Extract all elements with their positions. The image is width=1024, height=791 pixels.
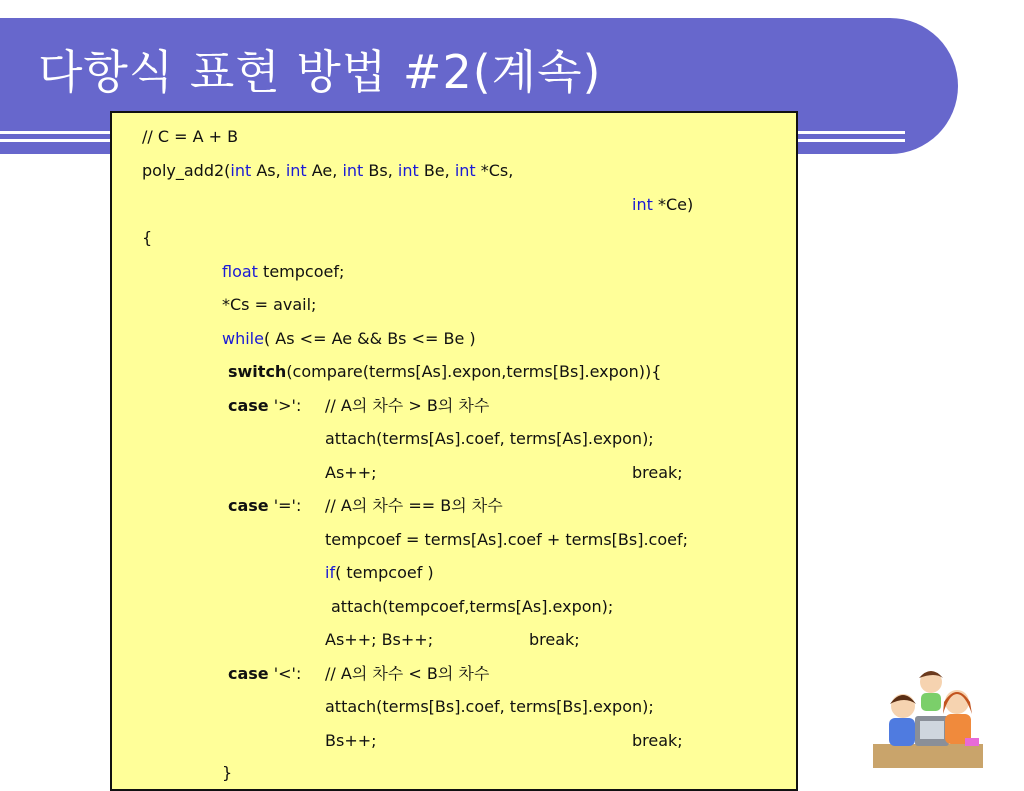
case-label: '=': xyxy=(268,496,302,515)
code-line-case-gt-comment xyxy=(325,392,489,420)
code-line-init xyxy=(222,291,316,319)
code-line-case-lt xyxy=(228,660,301,688)
statement-text: As++; Bs++; xyxy=(325,630,434,649)
comment-text: // A의 차수 == B의 차수 xyxy=(325,496,503,515)
comment-text: // A의 차수 > B의 차수 xyxy=(325,396,490,415)
code-line-eq-attach xyxy=(331,593,613,621)
code-line-signature-cont xyxy=(632,191,693,219)
child-shirt-shape xyxy=(921,693,941,711)
keyword-int: int xyxy=(397,161,419,180)
param-text: *Cs, xyxy=(475,161,514,180)
brace-text: { xyxy=(142,228,153,247)
child-shirt-shape xyxy=(889,718,915,746)
code-line-brace-close xyxy=(222,759,232,787)
break-text: break; xyxy=(632,463,683,482)
code-line-gt-incr xyxy=(325,459,376,487)
init-text: *Cs = avail; xyxy=(222,295,317,314)
keyword-int: int xyxy=(454,161,476,180)
code-line-lt-incr xyxy=(325,727,377,755)
keyword-int: int xyxy=(342,161,364,180)
monitor-screen-shape xyxy=(920,721,944,739)
statement-text: attach(terms[As].coef, terms[As].expon); xyxy=(325,429,654,448)
if-text: ( tempcoef ) xyxy=(335,563,434,582)
code-line-gt-attach xyxy=(325,425,654,453)
switch-text: (compare(terms[As].expon,terms[Bs].expon)){ xyxy=(286,362,662,381)
code-line-eq-incr xyxy=(325,626,433,654)
slide-title: 다항식 표현 방법 #2(계속) xyxy=(38,45,602,99)
function-name: poly_add2( xyxy=(142,161,231,180)
comment-text: // C = A + B xyxy=(142,127,239,146)
code-box xyxy=(110,111,798,791)
while-text: ( As <= Ae && Bs <= Be ) xyxy=(263,329,476,348)
code-line-case-lt-comment xyxy=(325,660,489,688)
break-text: break; xyxy=(632,731,683,750)
statement-text: tempcoef = terms[As].coef + terms[Bs].coef; xyxy=(325,530,688,549)
code-line-case-eq xyxy=(228,492,301,520)
keyword-int: int xyxy=(230,161,252,180)
keyword-if: if xyxy=(325,563,336,582)
code-line-gt-break xyxy=(632,459,683,487)
case-label: '>': xyxy=(268,396,302,415)
case-label: '<': xyxy=(268,664,302,683)
code-line-decl xyxy=(222,258,344,286)
book-shape xyxy=(965,738,979,746)
keyword-int: int xyxy=(285,161,307,180)
statement-text: As++; xyxy=(325,463,377,482)
code-line-eq-break xyxy=(529,626,580,654)
code-line-lt-attach xyxy=(325,693,654,721)
break-text: break; xyxy=(529,630,580,649)
param-text: Ae, xyxy=(306,161,343,180)
code-line-case-eq-comment xyxy=(325,492,503,520)
children-at-computer-icon xyxy=(873,664,983,768)
code-line-switch xyxy=(228,358,661,386)
keyword-while: while xyxy=(222,329,264,348)
code-line-comment xyxy=(142,123,238,151)
param-text: *Ce) xyxy=(652,195,694,214)
statement-text: attach(terms[Bs].coef, terms[Bs].expon); xyxy=(325,697,654,716)
statement-text: Bs++; xyxy=(325,731,377,750)
keyword-float: float xyxy=(222,262,258,281)
code-line-lt-break xyxy=(632,727,683,755)
keyword-int: int xyxy=(632,195,653,214)
code-line-brace-open xyxy=(142,224,152,252)
code-line-eq-sum xyxy=(325,526,688,554)
statement-text: attach(tempcoef,terms[As].expon); xyxy=(331,597,614,616)
keyword-switch: switch xyxy=(228,362,287,381)
desk-shape xyxy=(873,744,983,768)
brace-text: } xyxy=(222,763,233,782)
keyword-case: case xyxy=(228,396,269,415)
comment-text: // A의 차수 < B의 차수 xyxy=(325,664,490,683)
param-text: As, xyxy=(251,161,286,180)
code-line-signature xyxy=(142,157,513,185)
code-line-if xyxy=(325,559,434,587)
code-line-case-gt xyxy=(228,392,301,420)
code-line-while xyxy=(222,325,476,353)
decl-text: tempcoef; xyxy=(257,262,345,281)
keyword-case: case xyxy=(228,664,269,683)
keyword-case: case xyxy=(228,496,269,515)
param-text: Be, xyxy=(418,161,455,180)
param-text: Bs, xyxy=(363,161,398,180)
